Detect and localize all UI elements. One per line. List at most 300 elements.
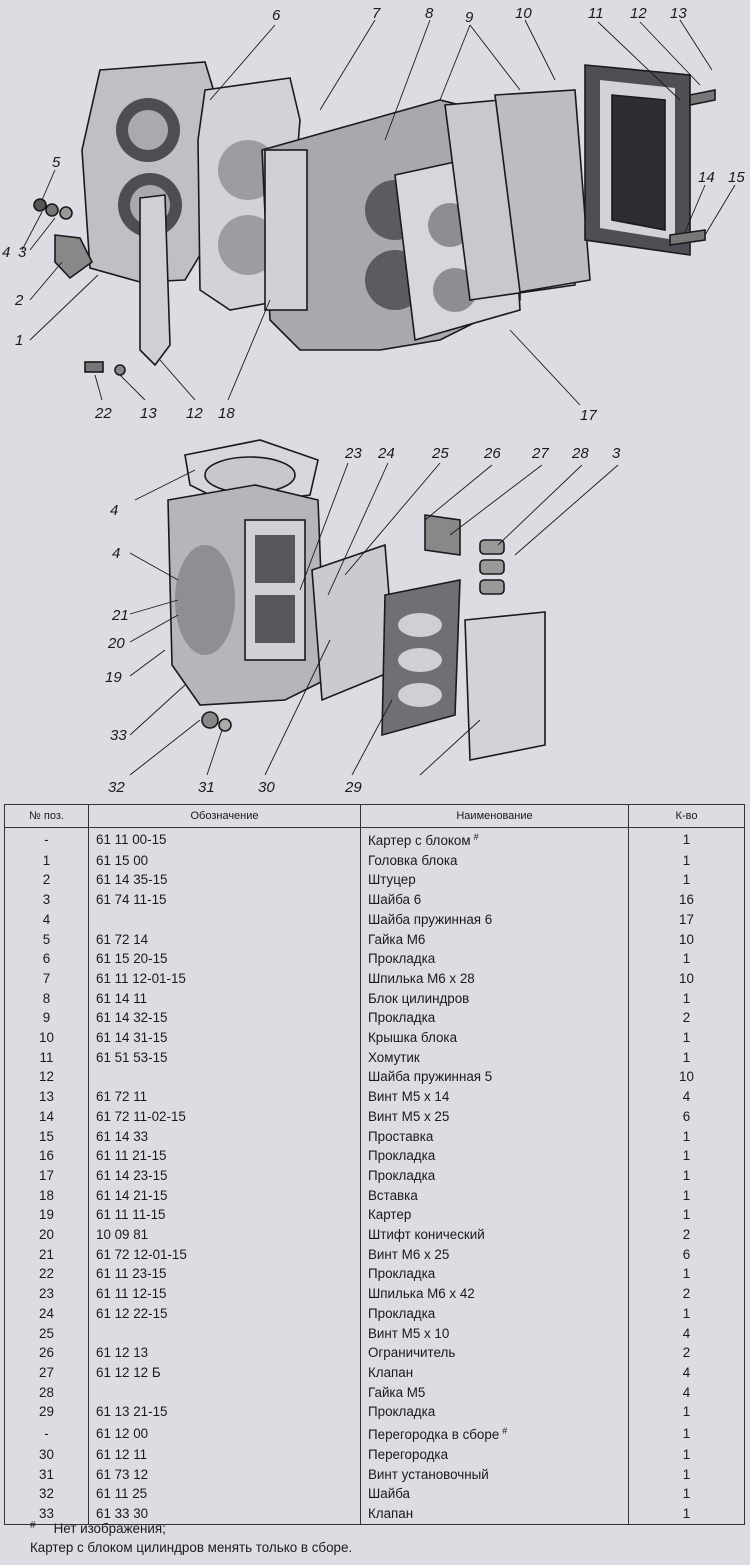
cell-code	[89, 1107, 361, 1127]
cell-qty	[629, 989, 745, 1009]
cell-qty	[629, 1422, 745, 1445]
cell-pos	[5, 949, 89, 969]
cell-code	[89, 1465, 361, 1485]
cell-pos-text: 20	[39, 1227, 54, 1243]
cell-code-text: 61 72 12-01-15	[96, 1246, 187, 1262]
cell-pos-text: 6	[42, 951, 51, 967]
cell-code	[89, 1127, 361, 1147]
cell-qty-text: 10	[679, 970, 694, 986]
cell-qty-text: 17	[679, 911, 694, 927]
cell-name-text: Винт М6 х 25	[368, 1246, 450, 1262]
cell-code	[89, 851, 361, 871]
cell-pos	[5, 1264, 89, 1284]
cell-name	[361, 1166, 629, 1186]
cell-qty	[629, 1087, 745, 1107]
callout-11: 11	[588, 5, 604, 22]
callout-9: 9	[465, 9, 474, 26]
cell-code-text: 10 09 81	[96, 1227, 149, 1243]
cell-qty	[629, 949, 745, 969]
callout-20: 19	[105, 669, 122, 686]
cell-name	[361, 851, 629, 871]
cell-name-text: Прокладка	[368, 1148, 436, 1164]
diaphragm-gaskets-part	[312, 545, 545, 760]
cell-pos-text: 26	[39, 1345, 54, 1361]
cell-pos-text: 9	[42, 1010, 51, 1026]
cell-name	[361, 890, 629, 910]
cell-code-text: 61 14 23-15	[96, 1167, 168, 1183]
footnotes	[30, 1515, 730, 1559]
cell-name	[361, 1028, 629, 1048]
cell-name	[361, 1324, 629, 1344]
header-name: Наименование	[361, 805, 629, 828]
table-row	[5, 1127, 745, 1147]
table-row	[5, 1067, 745, 1087]
cell-qty-text: 1	[682, 1486, 691, 1502]
cell-code	[89, 828, 361, 851]
table-row	[5, 1465, 745, 1485]
callout-4b: 23	[345, 445, 362, 462]
cell-pos	[5, 1107, 89, 1127]
cell-name	[361, 1343, 629, 1363]
cell-name	[361, 1465, 629, 1485]
cell-name-text: Перегородка в сборе	[368, 1427, 500, 1443]
cell-qty	[629, 1383, 745, 1403]
cell-name	[361, 1205, 629, 1225]
cell-qty	[629, 828, 745, 851]
cell-pos	[5, 1484, 89, 1504]
table-row	[5, 1363, 745, 1383]
cell-code	[89, 989, 361, 1009]
cell-qty-text: 1	[682, 1187, 691, 1203]
table-row	[5, 1445, 745, 1465]
cell-code-text: 61 12 12 Б	[96, 1364, 161, 1380]
cell-name-text: Клапан	[368, 1364, 414, 1380]
cell-qty-text: 2	[682, 1010, 691, 1026]
cell-code	[89, 1245, 361, 1265]
cell-pos-text: 4	[42, 911, 51, 927]
cell-pos	[5, 1087, 89, 1107]
footnote-text: Картер с блоком цилиндров менять только в сборе.	[30, 1540, 353, 1555]
cell-name-text: Блок цилиндров	[368, 990, 470, 1006]
cell-name	[361, 1008, 629, 1028]
cell-pos	[5, 1363, 89, 1383]
footnote-mark: #	[473, 832, 479, 842]
cell-qty	[629, 1304, 745, 1324]
cell-qty-text: 1	[682, 1466, 691, 1482]
cell-code-text: 61 74 11-15	[96, 892, 167, 908]
callout-22: 4	[110, 502, 119, 519]
cell-pos-text: -	[44, 1425, 49, 1441]
cell-qty	[629, 1127, 745, 1147]
table-row	[5, 1186, 745, 1206]
cell-name-text: Крышка блока	[368, 1030, 458, 1046]
cell-name-text: Проставка	[368, 1128, 434, 1144]
cell-qty	[629, 851, 745, 871]
cell-code	[89, 1225, 361, 1245]
cell-qty-text: 2	[682, 1286, 691, 1302]
cell-pos	[5, 910, 89, 930]
cell-code	[89, 1383, 361, 1403]
cell-qty	[629, 1146, 745, 1166]
cell-pos-text: 18	[39, 1187, 54, 1203]
table-row	[5, 1028, 745, 1048]
cell-code	[89, 1264, 361, 1284]
cell-pos-text: 10	[39, 1030, 54, 1046]
cell-code-text: 61 12 11	[96, 1446, 148, 1462]
cell-code-text: 61 14 21-15	[96, 1187, 168, 1203]
cell-qty-text: 1	[682, 1049, 691, 1065]
table-row	[5, 1383, 745, 1403]
table-row	[5, 1146, 745, 1166]
callout-13b: 22	[95, 405, 112, 422]
cell-pos-text: 15	[39, 1128, 54, 1144]
footnote-mark: #	[30, 1520, 36, 1531]
callout-23: 24	[378, 445, 395, 462]
callout-28: 3	[612, 445, 621, 462]
cell-qty-text: 4	[682, 1384, 691, 1400]
cell-pos-text: 28	[39, 1384, 54, 1400]
cell-name-text: Прокладка	[368, 1266, 436, 1282]
cell-name	[361, 1363, 629, 1383]
cell-code	[89, 1343, 361, 1363]
cell-code-text: 61 11 23-15	[96, 1266, 167, 1282]
cell-code	[89, 1205, 361, 1225]
cell-qty-text: 1	[682, 1266, 691, 1282]
cell-name-text: Головка блока	[368, 852, 458, 868]
cell-code-text: 61 12 13	[96, 1345, 149, 1361]
cell-name	[361, 1422, 629, 1445]
cell-name-text: Прокладка	[368, 1010, 436, 1026]
cell-pos-text: 1	[42, 852, 51, 868]
cell-pos	[5, 930, 89, 950]
cell-name	[361, 989, 629, 1009]
cell-qty	[629, 1284, 745, 1304]
cell-code	[89, 1422, 361, 1445]
block-cover-part	[585, 65, 690, 255]
cell-code	[89, 1304, 361, 1324]
cell-pos-text: 27	[39, 1364, 54, 1380]
cell-code-text: 61 15 20-15	[96, 951, 168, 967]
cell-qty-text: 1	[682, 1207, 691, 1223]
callout-32: 31	[198, 779, 215, 796]
cell-code-text: 61 11 12-01-15	[96, 970, 186, 986]
block-gaskets-part	[445, 90, 590, 300]
cell-pos-text: 22	[39, 1266, 54, 1282]
header-qty: К-во	[629, 805, 745, 828]
cell-name-text: Шайба пружинная 5	[368, 1069, 493, 1085]
cell-code	[89, 890, 361, 910]
cell-code	[89, 1324, 361, 1344]
callout-17: 18	[218, 405, 235, 422]
cell-qty	[629, 1343, 745, 1363]
cell-pos-text: 30	[39, 1446, 54, 1462]
callout-1: 1	[15, 332, 24, 349]
insert-part	[140, 195, 170, 365]
cell-code	[89, 1284, 361, 1304]
cell-name	[361, 1484, 629, 1504]
table-row	[5, 1087, 745, 1107]
cell-code-text: 61 72 14	[96, 931, 149, 947]
callout-5: 5	[52, 154, 61, 171]
cell-code-text: 61 15 00	[96, 852, 149, 868]
cell-qty	[629, 1205, 745, 1225]
cell-code-text: 61 12 22-15	[96, 1305, 168, 1321]
callout-12: 12	[630, 5, 647, 22]
cell-pos-text: 7	[42, 970, 51, 986]
cell-code	[89, 1146, 361, 1166]
cell-name	[361, 1225, 629, 1245]
cell-code	[89, 969, 361, 989]
cell-qty	[629, 890, 745, 910]
cell-code-text: 61 14 35-15	[96, 872, 168, 888]
callout-26: 27	[532, 445, 549, 462]
table-row	[5, 851, 745, 871]
callout-3: 3	[18, 244, 27, 261]
cell-qty-text: 1	[682, 1148, 691, 1164]
callout-10: 10	[515, 5, 532, 22]
cell-name-text: Шайба	[368, 1486, 411, 1502]
cell-pos	[5, 851, 89, 871]
cell-qty-text: 1	[682, 1446, 691, 1462]
cell-name	[361, 910, 629, 930]
cell-code	[89, 1402, 361, 1422]
table-row	[5, 1324, 745, 1344]
cell-pos-text: 5	[42, 931, 51, 947]
cell-name	[361, 870, 629, 890]
cell-name-text: Картер с блоком	[368, 833, 471, 848]
cell-name	[361, 1284, 629, 1304]
table-row	[5, 1304, 745, 1324]
cell-code-text: 61 51 53-15	[96, 1049, 168, 1065]
cell-qty-text: 1	[682, 951, 691, 967]
cell-name-text: Ограничитель	[368, 1345, 456, 1361]
cell-qty-text: 6	[682, 1108, 691, 1124]
cell-pos	[5, 1186, 89, 1206]
cell-code-text: 61 11 25	[96, 1486, 148, 1502]
cell-pos-text: 23	[39, 1286, 54, 1302]
cell-qty-text: 2	[682, 1345, 691, 1361]
cell-name-text: Винт М5 х 25	[368, 1108, 450, 1124]
footnote-mark: #	[502, 1426, 508, 1437]
callout-12c: 13	[140, 405, 157, 422]
cell-pos-text: 17	[39, 1167, 54, 1183]
cell-pos	[5, 1146, 89, 1166]
cell-qty-text: 4	[682, 1364, 691, 1380]
cell-code-text: 61 14 32-15	[96, 1010, 168, 1026]
cell-pos-text: 21	[39, 1246, 54, 1262]
table-header-row	[5, 805, 745, 828]
cell-code	[89, 1166, 361, 1186]
cell-name-text: Прокладка	[368, 1305, 436, 1321]
table-body	[5, 828, 745, 1525]
cell-pos	[5, 1028, 89, 1048]
callout-15: 17	[580, 407, 597, 424]
cell-pos-text: 29	[39, 1404, 54, 1420]
cell-name-text: Штифт конический	[368, 1227, 485, 1243]
callout-14: 15	[728, 169, 745, 186]
cell-qty	[629, 1008, 745, 1028]
cell-qty-text: 1	[682, 1167, 691, 1183]
cell-pos-text: 13	[39, 1089, 54, 1105]
cell-code	[89, 1186, 361, 1206]
cell-name	[361, 1067, 629, 1087]
cell-code-text: 61 11 11-15	[96, 1207, 166, 1223]
cell-name-text: Клапан	[368, 1505, 414, 1521]
cell-name	[361, 1127, 629, 1147]
cell-pos-text: 31	[39, 1466, 54, 1482]
cell-qty	[629, 1465, 745, 1485]
cell-name	[361, 1402, 629, 1422]
cell-qty	[629, 870, 745, 890]
cell-code-text: 61 14 33	[96, 1128, 149, 1144]
cell-code-text: 61 13 21-15	[96, 1404, 168, 1420]
cell-name-text: Прокладка	[368, 1404, 436, 1420]
cell-qty-text: 4	[682, 1325, 691, 1341]
callout-31: 30	[258, 779, 275, 796]
cell-pos-text: 12	[39, 1069, 54, 1085]
cell-qty	[629, 910, 745, 930]
cell-qty	[629, 1186, 745, 1206]
cell-name-text: Штуцер	[368, 872, 416, 888]
table-row	[5, 1107, 745, 1127]
cell-pos	[5, 1343, 89, 1363]
crankcase-part	[168, 485, 325, 731]
callout-21: 20	[108, 635, 125, 652]
cell-name-text: Шайба пружинная 6	[368, 911, 493, 927]
cell-pos	[5, 1465, 89, 1485]
cell-name-text: Шпилька М6 х 28	[368, 970, 475, 986]
cell-pos-text: 3	[42, 892, 51, 908]
cell-name-text: Гайка М5	[368, 1384, 426, 1400]
cell-qty	[629, 1484, 745, 1504]
cell-pos-text: 32	[39, 1486, 54, 1502]
table-row	[5, 930, 745, 950]
callout-13: 13	[670, 5, 687, 22]
cell-pos	[5, 1324, 89, 1344]
cell-code-text: 61 73 12	[96, 1466, 149, 1482]
table-row	[5, 1225, 745, 1245]
cell-code	[89, 949, 361, 969]
cell-name	[361, 949, 629, 969]
callout-8: 8	[425, 5, 434, 22]
callout-4c: 21	[112, 607, 129, 624]
table-row	[5, 989, 745, 1009]
cell-pos	[5, 1067, 89, 1087]
cell-pos	[5, 1048, 89, 1068]
cell-qty-text: 1	[682, 1128, 691, 1144]
cell-name	[361, 1445, 629, 1465]
cell-code-text: 61 11 00-15	[96, 831, 167, 847]
cell-code	[89, 1087, 361, 1107]
table-row	[5, 1048, 745, 1068]
cell-pos-text: 2	[42, 872, 51, 888]
cell-pos-text: -	[44, 831, 49, 847]
cell-name	[361, 1087, 629, 1107]
cell-code-text: 61 33 30	[96, 1505, 149, 1521]
cell-code-text: 61 11 12-15	[96, 1286, 167, 1302]
callout-33: 32	[108, 779, 125, 796]
cell-code	[89, 1048, 361, 1068]
cell-code	[89, 870, 361, 890]
cell-qty	[629, 1402, 745, 1422]
table-row	[5, 1264, 745, 1284]
callout-6: 6	[272, 7, 281, 24]
cell-name-text: Вставка	[368, 1187, 418, 1203]
table-row	[5, 969, 745, 989]
callout-18: 12	[186, 405, 203, 422]
cell-pos	[5, 1383, 89, 1403]
cell-qty	[629, 1225, 745, 1245]
cell-pos-text: 19	[39, 1207, 54, 1223]
cell-pos	[5, 870, 89, 890]
cell-qty-text: 1	[682, 1425, 691, 1441]
cell-name-text: Прокладка	[368, 951, 436, 967]
cell-pos	[5, 1225, 89, 1245]
cell-qty	[629, 1245, 745, 1265]
cell-pos	[5, 1284, 89, 1304]
cell-code-text: 61 14 11	[96, 990, 148, 1006]
reed-valves-part	[425, 515, 504, 594]
footnote-text: Нет изображения;	[53, 1521, 166, 1536]
cell-name-text: Картер	[368, 1207, 412, 1223]
cell-qty	[629, 930, 745, 950]
cell-code	[89, 1484, 361, 1504]
cell-code-text: 61 12 00	[96, 1425, 149, 1441]
cell-qty	[629, 1445, 745, 1465]
cell-name-text: Винт установочный	[368, 1466, 489, 1482]
cell-name-text: Хомутик	[368, 1049, 420, 1065]
cell-qty	[629, 1166, 745, 1186]
cell-pos	[5, 1205, 89, 1225]
cell-name	[361, 1107, 629, 1127]
cell-qty	[629, 1048, 745, 1068]
callout-27: 28	[572, 445, 589, 462]
cell-pos-text: 16	[39, 1148, 54, 1164]
cell-qty-text: 1	[682, 831, 691, 847]
cell-name	[361, 930, 629, 950]
cell-pos-text: 33	[39, 1505, 54, 1521]
cell-pos	[5, 1245, 89, 1265]
cell-pos-text: 11	[39, 1049, 54, 1065]
table-row	[5, 1484, 745, 1504]
cell-name	[361, 1245, 629, 1265]
table-row	[5, 1008, 745, 1028]
table-row	[5, 870, 745, 890]
callout-24: 25	[432, 445, 449, 462]
cell-qty-text: 16	[679, 892, 694, 908]
cell-qty-text: 1	[682, 1505, 691, 1521]
table-row	[5, 1166, 745, 1186]
cell-name-text: Гайка М6	[368, 931, 426, 947]
cell-qty	[629, 1363, 745, 1383]
cell-pos-text: 14	[39, 1108, 54, 1124]
table-row	[5, 828, 745, 851]
cell-pos	[5, 1304, 89, 1324]
cell-qty	[629, 1324, 745, 1344]
header-code: Обозначение	[89, 805, 361, 828]
cell-name-text: Шайба 6	[368, 892, 422, 908]
callout-3b: 4	[112, 545, 121, 562]
cell-pos-text: 8	[42, 990, 51, 1006]
cell-code	[89, 1008, 361, 1028]
cell-code	[89, 910, 361, 930]
cell-qty	[629, 1264, 745, 1284]
cell-code-text: 61 11 21-15	[96, 1148, 167, 1164]
callout-30: 29	[345, 779, 362, 796]
cell-pos	[5, 890, 89, 910]
cell-pos	[5, 1445, 89, 1465]
cell-qty-text: 4	[682, 1089, 691, 1105]
